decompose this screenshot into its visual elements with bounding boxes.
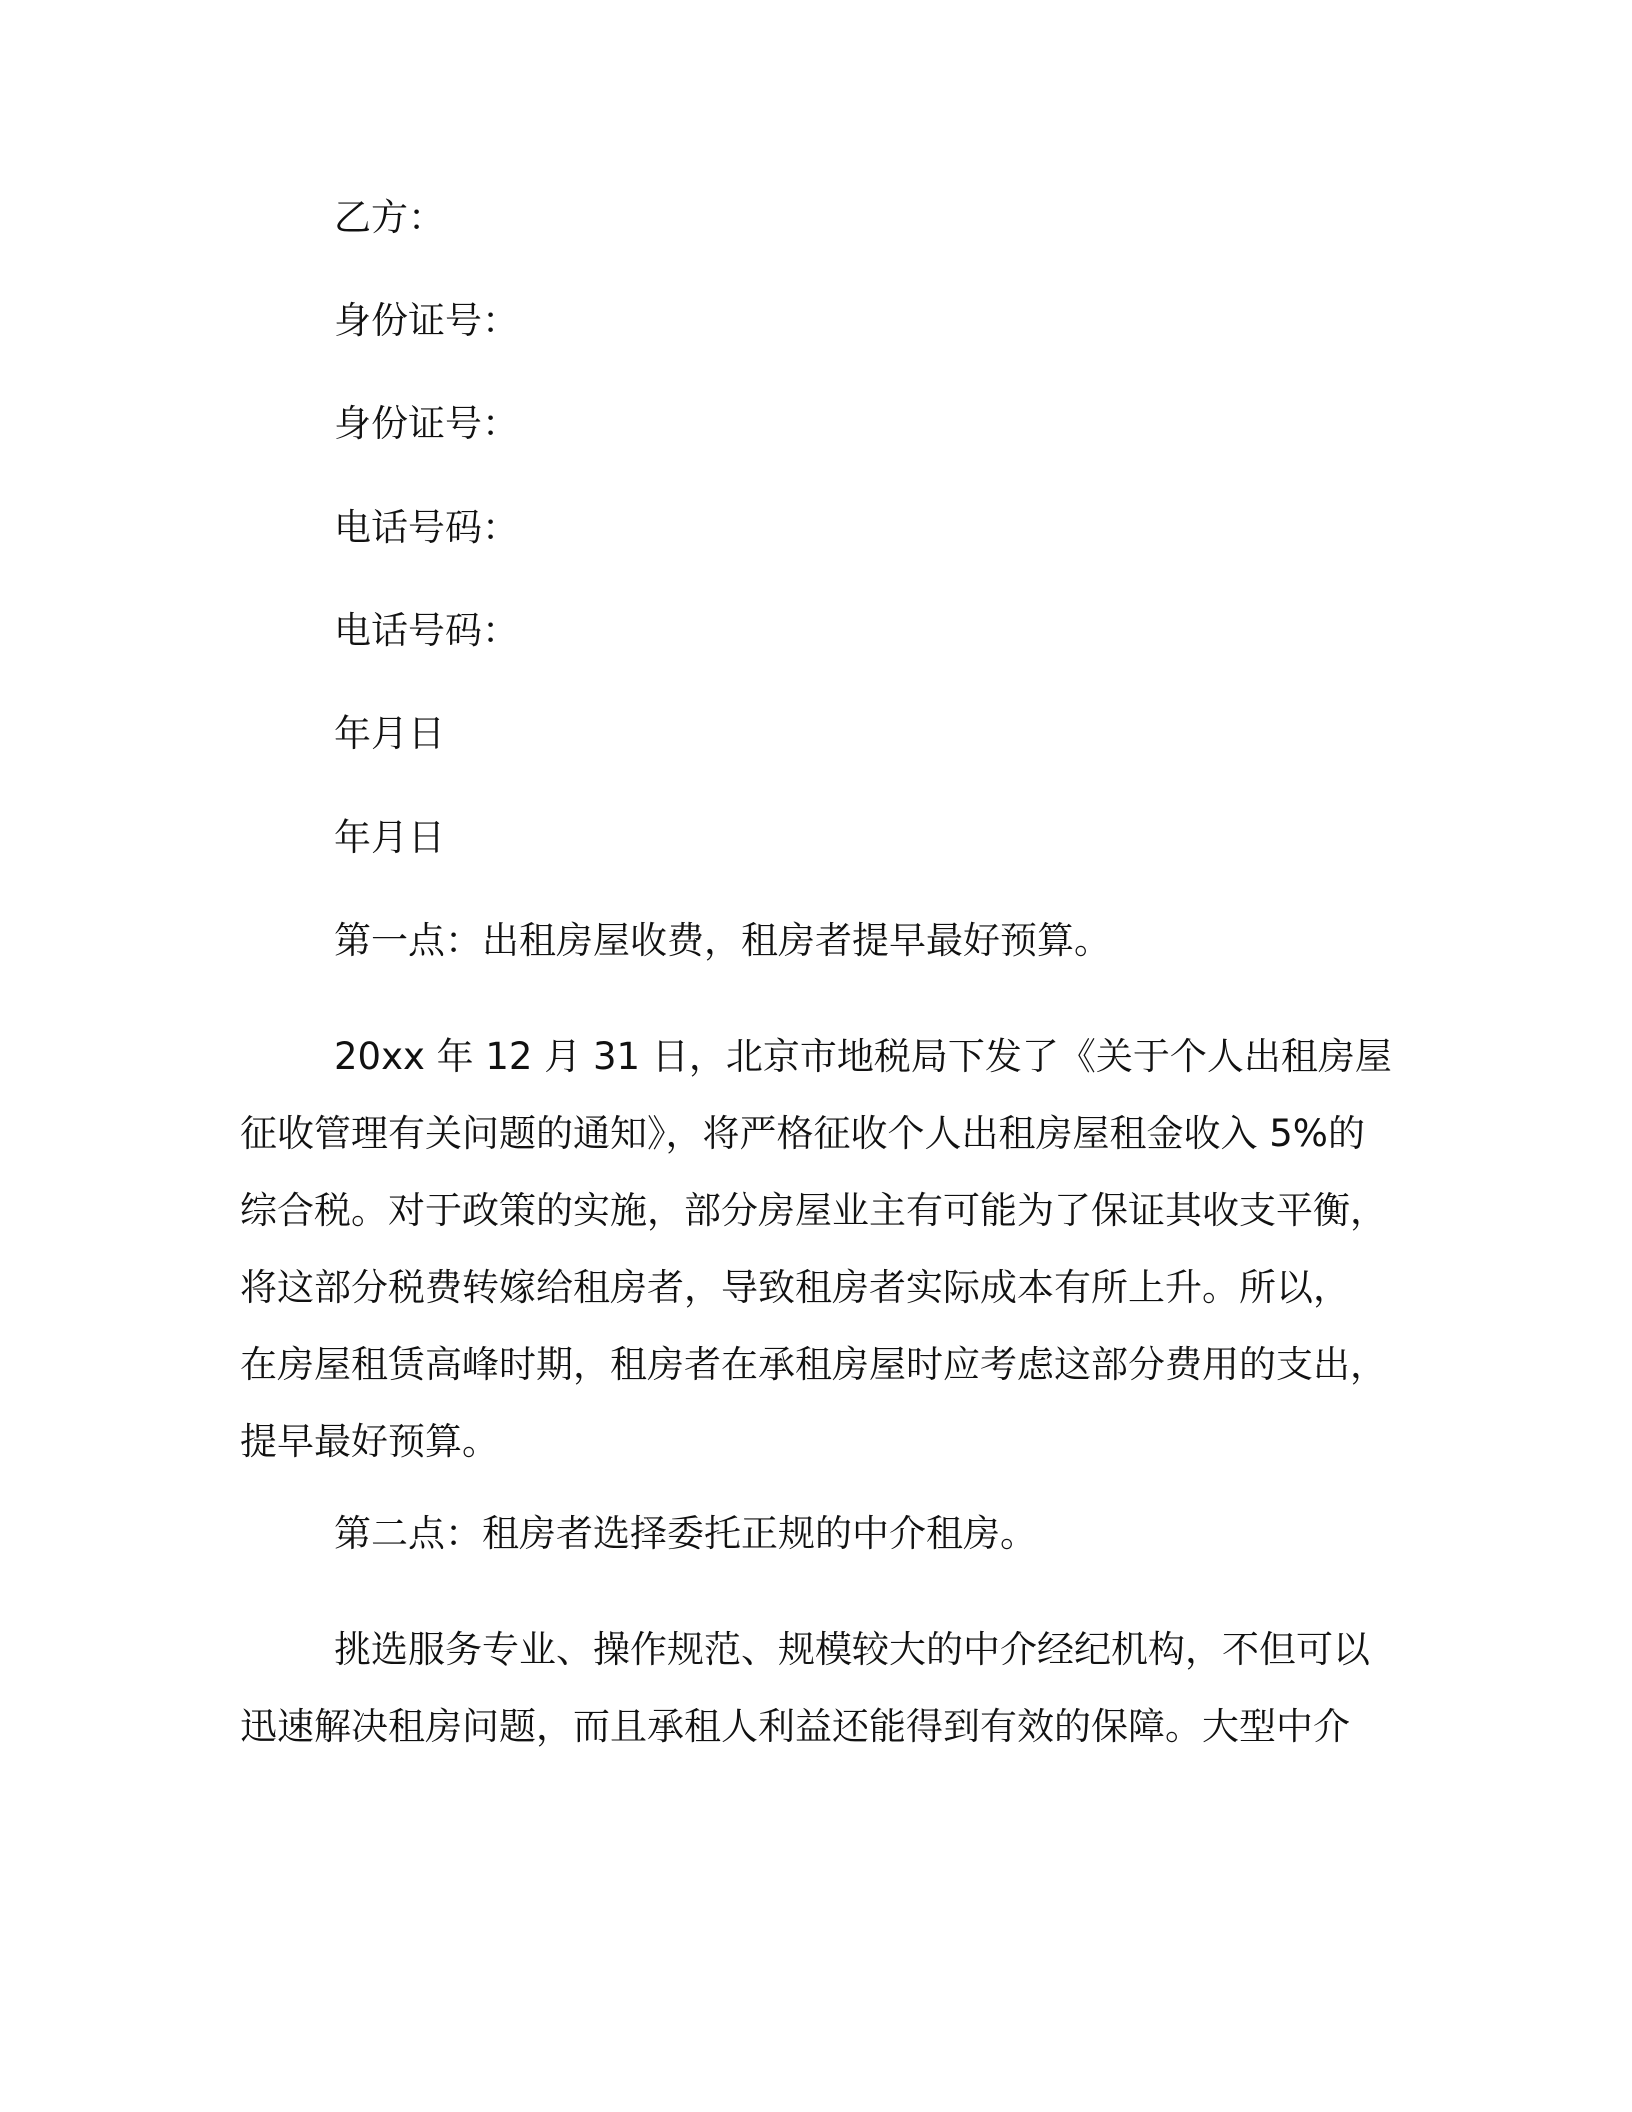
party-b-label: 乙方： — [334, 196, 445, 239]
phone-number-label-2: 电话号码： — [334, 609, 519, 652]
id-number-label-1: 身份证号： — [334, 299, 519, 342]
paragraph-line: 征收管理有关问题的通知》，将严格征收个人出租房屋租金收入 5%的 — [240, 1112, 1365, 1155]
id-number-label-2: 身份证号： — [334, 402, 519, 445]
point1-heading: 第一点：出租房屋收费，租房者提早最好预算。 — [334, 919, 1111, 962]
point1-paragraph — [240, 1018, 1390, 1480]
date-label-1: 年月日 — [334, 712, 445, 755]
paragraph-line: 20xx 年 12 月 31 日，北京市地税局下发了《关于个人出租房屋 — [334, 1035, 1392, 1078]
paragraph-line: 综合税。对于政策的实施，部分房屋业主有可能为了保证其收支平衡， — [240, 1189, 1387, 1232]
phone-number-label-1: 电话号码： — [334, 506, 519, 549]
paragraph-line: 挑选服务专业、操作规范、规模较大的中介经纪机构，不但可以 — [334, 1628, 1370, 1671]
paragraph-line: 将这部分税费转嫁给租房者，导致租房者实际成本有所上升。所以， — [240, 1266, 1350, 1309]
paragraph-line: 在房屋租赁高峰时期，租房者在承租房屋时应考虑这部分费用的支出， — [240, 1343, 1387, 1386]
paragraph-line: 迅速解决租房问题，而且承租人利益还能得到有效的保障。大型中介 — [240, 1705, 1350, 1748]
point2-paragraph — [240, 1611, 1390, 1765]
date-label-2: 年月日 — [334, 816, 445, 859]
point2-heading: 第二点：租房者选择委托正规的中介租房。 — [334, 1512, 1037, 1555]
paragraph-line: 提早最好预算。 — [240, 1420, 499, 1463]
